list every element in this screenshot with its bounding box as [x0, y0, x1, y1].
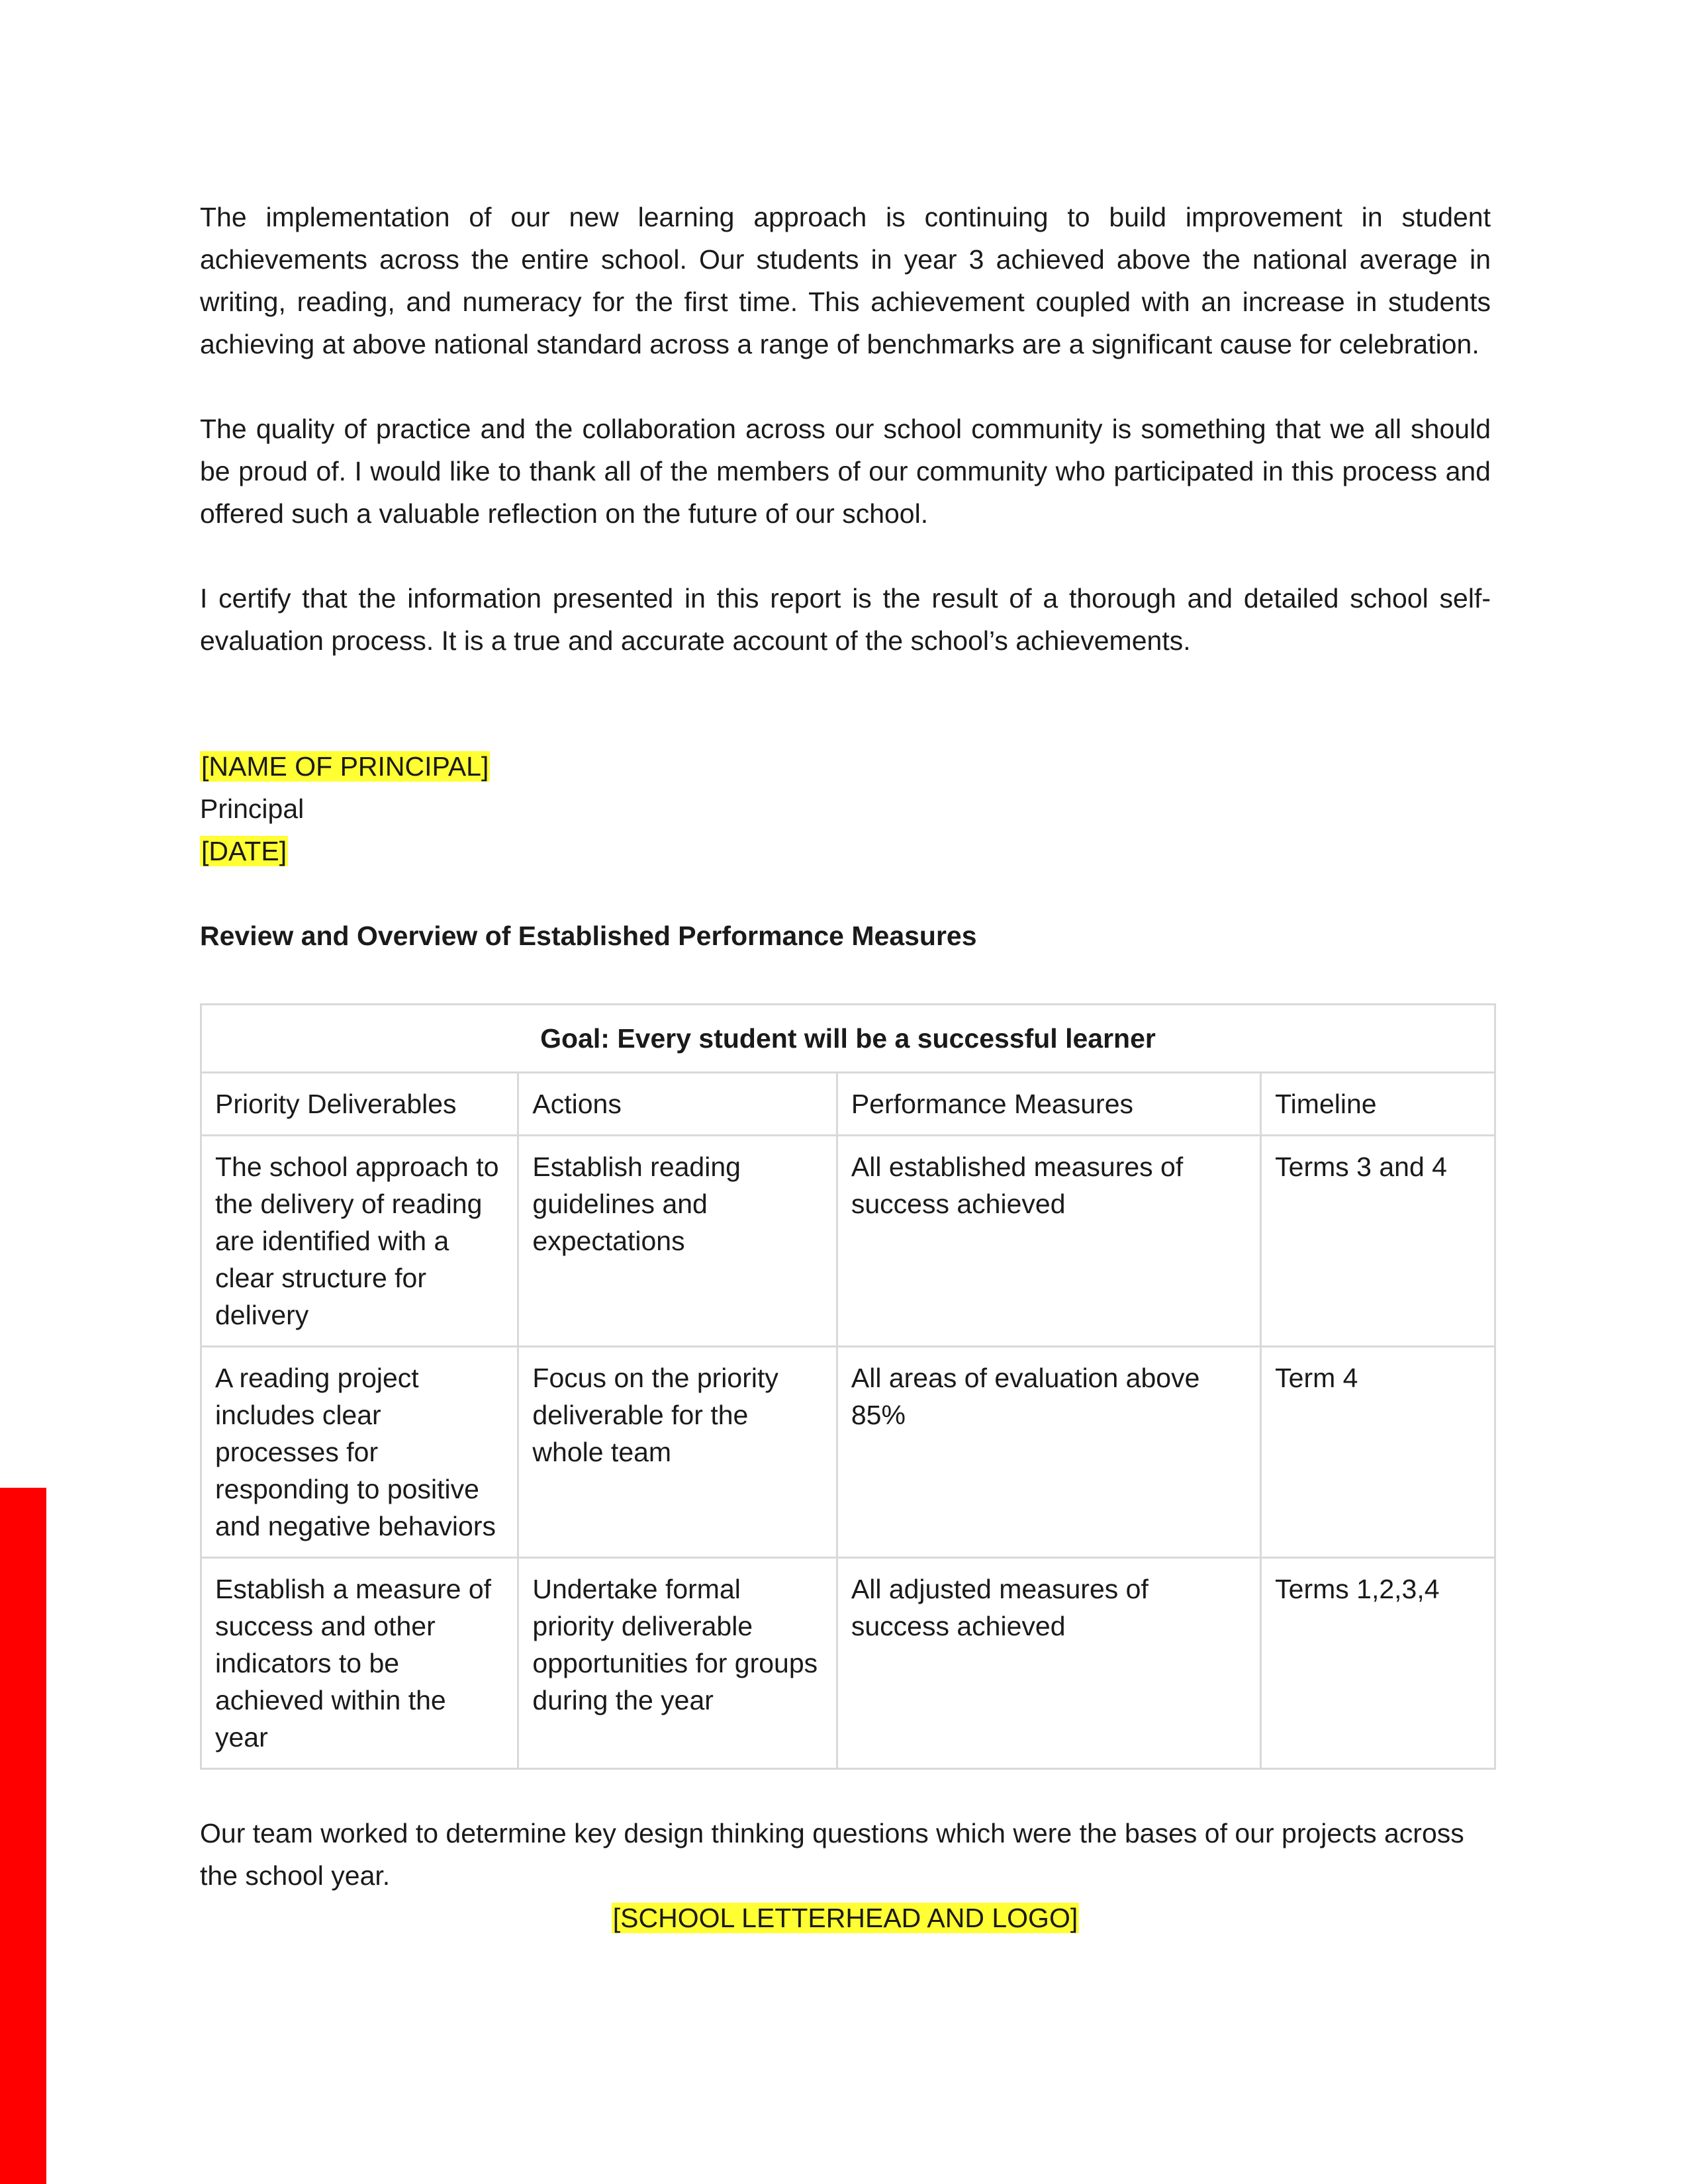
- date-placeholder: [DATE]: [201, 836, 287, 866]
- principal-role: Principal: [200, 794, 305, 824]
- certification-paragraph: I certify that the information presented in this report is the result of a thorough and detailed school self-evaluation process. It is a true and accurate account of the school’s achievements.: [200, 583, 1491, 656]
- letterhead-placeholder: [SCHOOL LETTERHEAD AND LOGO]: [612, 1903, 1078, 1933]
- community-paragraph: The quality of practice and the collaboration across our school community is something that we all should be proud of. I would like to thank all of the members of our community who participated in this process and offered such a valuable reflection on the future of our school.: [200, 414, 1491, 529]
- table-cell: A reading project includes clear processes for responding to positive and negative behaviors: [201, 1347, 518, 1558]
- table-cell: The school approach to the delivery of reading are identified with a clear structure for delivery: [201, 1136, 518, 1347]
- performance-measures-table: [200, 1003, 1496, 1770]
- table-cell: All areas of evaluation above 85%: [837, 1347, 1260, 1558]
- column-header-priority-deliverables: Priority Deliverables: [201, 1073, 518, 1136]
- document-body: [200, 196, 1491, 1939]
- table-cell: All adjusted measures of success achieved: [837, 1558, 1260, 1769]
- principal-name-placeholder: [NAME OF PRINCIPAL]: [201, 751, 489, 782]
- table-cell: Term 4: [1261, 1347, 1495, 1558]
- column-header-performance-measures: Performance Measures: [837, 1073, 1260, 1136]
- table-row: [201, 1347, 1495, 1558]
- table-row: [201, 1558, 1495, 1769]
- table-cell: Focus on the priority deliverable for the whole team: [518, 1347, 837, 1558]
- table-cell: Terms 1,2,3,4: [1261, 1558, 1495, 1769]
- table-goal-title: Goal: Every student will be a successful learner: [201, 1005, 1495, 1073]
- table-cell: All established measures of success achieved: [837, 1136, 1260, 1347]
- table-cell: Establish a measure of success and other indicators to be achieved within the year: [201, 1558, 518, 1769]
- column-header-actions: Actions: [518, 1073, 837, 1136]
- table-cell: Establish reading guidelines and expectations: [518, 1136, 837, 1347]
- table-header-row: [201, 1073, 1495, 1136]
- intro-paragraph: The implementation of our new learning approach is continuing to build improvement in student achievements across the entire school. Our students in year 3 achieved above the national average in writing, reading, and numeracy for the first time. This achievement coupled with an increase in students achieving at above national standard across a range of benchmarks are a significant cause for celebration.: [200, 202, 1491, 359]
- table-cell: Terms 3 and 4: [1261, 1136, 1495, 1347]
- table-row: [201, 1136, 1495, 1347]
- column-header-timeline: Timeline: [1261, 1073, 1495, 1136]
- signature-block: [200, 745, 1491, 872]
- side-accent-bar: [0, 1488, 46, 2184]
- table-goal-row: [201, 1005, 1495, 1073]
- table-cell: Undertake formal priority deliverable opportunities for groups during the year: [518, 1558, 837, 1769]
- section-heading: Review and Overview of Established Performance Measures: [200, 921, 977, 951]
- closing-paragraph: Our team worked to determine key design thinking questions which were the bases of our projects across the school year.: [200, 1818, 1464, 1891]
- letterhead-block: [200, 1897, 1491, 1939]
